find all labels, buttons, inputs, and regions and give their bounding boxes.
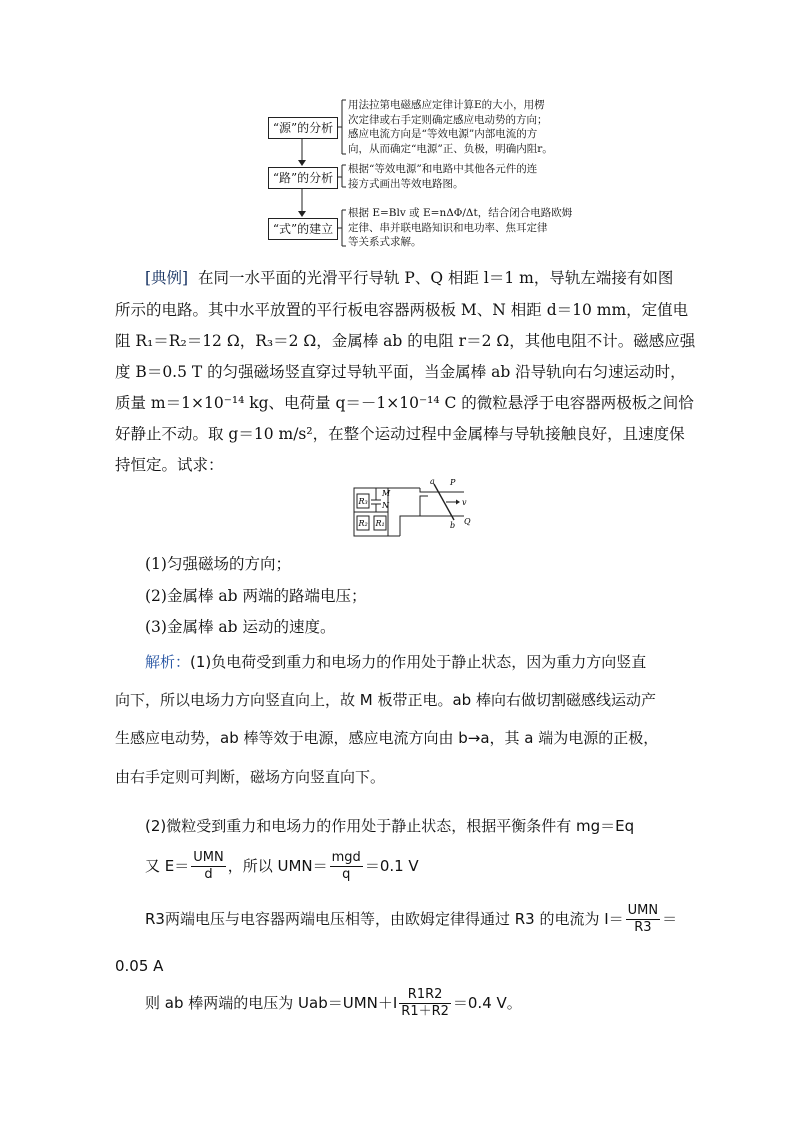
circuit-analysis-box: “路”的分析 bbox=[268, 167, 338, 189]
analysis-flow-diagram bbox=[262, 96, 573, 256]
question-2: (2)金属棒 ab 两端的路端电压； bbox=[145, 587, 367, 605]
equation-box: “式”的建立 bbox=[268, 218, 338, 240]
example-line-2: 所示的电路。其中水平放置的平行板电容器两极板 M、N 相距 d＝10 mm，定值电 bbox=[115, 301, 689, 319]
desc-line: 用法拉第电磁感应定律计算E的大小，用楞 bbox=[348, 99, 545, 111]
desc-line: 根据 E=Blv 或 E=nΔΦ/Δt，结合闭合电路欧姆 bbox=[348, 207, 573, 219]
label-r3: R₃ bbox=[358, 497, 368, 506]
solution-current-eq bbox=[145, 903, 721, 936]
example-line-5: 质量 m＝1×10⁻¹⁴ kg、电荷量 q＝－1×10⁻¹⁴ C 的微粒悬浮于电容器两极板之间恰 bbox=[115, 394, 694, 412]
solution-line-2: 向下，所以电场力方向竖直向上，故 M 板带正电。ab 棒向右做切割磁感线运动产 bbox=[115, 691, 656, 709]
label-a: a bbox=[430, 477, 435, 486]
solution-current-value: 0.05 A bbox=[115, 957, 164, 975]
label-r2: R₂ bbox=[358, 519, 368, 528]
eq-text: ，所以 UMN＝ bbox=[227, 857, 328, 875]
desc-line: 次定律或右手定则确定感应电动势的方向； bbox=[348, 113, 548, 126]
example-lead: [典例] bbox=[145, 269, 189, 287]
eq-text: R3两端电压与电容器两端电压相等，由欧姆定律得通过 R3 的电流为 I＝ bbox=[145, 910, 624, 928]
eq-text: 又 E＝ bbox=[145, 857, 190, 875]
solution-keyword: 解析： bbox=[145, 653, 191, 671]
eq-text: ＝0.4 V。 bbox=[452, 994, 522, 1012]
label-n: N bbox=[382, 501, 389, 510]
example-line-3: 阻 R₁＝R₂＝12 Ω，R₃＝2 Ω，金属棒 ab 的电阻 r＝2 Ω，其他电阻不计。磁感应强 bbox=[115, 332, 696, 350]
desc-line: 根据“等效电源”和电路中其他各元件的连 bbox=[348, 163, 538, 175]
desc-line: 定律、串并联电路知识和电功率、焦耳定律 bbox=[348, 221, 548, 234]
equation-desc bbox=[348, 206, 572, 250]
fraction-mgd-q bbox=[330, 850, 363, 883]
solution-line-1 bbox=[145, 651, 721, 672]
eq-text: ＝0.1 V bbox=[364, 857, 419, 875]
label-r1: R₁ bbox=[375, 519, 385, 528]
desc-line: 感应电流方向是“等效电源”内部电流的方 bbox=[348, 128, 538, 140]
desc-line: 接方式画出等效电路图。 bbox=[348, 177, 464, 190]
frac-num: UMN bbox=[193, 850, 224, 865]
eq-text: 则 ab 棒两端的电压为 Uab＝UMN＋I bbox=[145, 994, 398, 1012]
solution-line-3: 生感应电动势，ab 棒等效于电源，感应电流方向由 b→a，其 a 端为电源的正极， bbox=[115, 729, 659, 747]
frac-num: mgd bbox=[331, 850, 361, 865]
label-b: b bbox=[450, 521, 456, 530]
fraction-r1r2 bbox=[399, 987, 451, 1020]
label-v: v bbox=[462, 498, 467, 507]
frac-num: UMN bbox=[627, 903, 659, 918]
example-text: 在同一水平面的光滑平行导轨 P、Q 相距 l＝1 m，导轨左端接有如图 bbox=[197, 269, 674, 287]
fraction-umn-d bbox=[191, 850, 225, 883]
frac-den: d bbox=[204, 867, 213, 882]
desc-line: 向，从而确定“电源”正、负极，明确内阻r。 bbox=[348, 142, 553, 155]
source-analysis-desc bbox=[348, 98, 553, 156]
fraction-umn-r3 bbox=[626, 903, 660, 936]
source-analysis-box: “源”的分析 bbox=[268, 117, 338, 139]
solution-voltage-eq bbox=[145, 987, 721, 1020]
example-line-6: 好静止不动。取 g＝10 m/s²，在整个运动过程中金属棒与导轨接触良好，且速度保 bbox=[115, 425, 685, 443]
question-1: (1)匀强磁场的方向； bbox=[145, 555, 291, 573]
desc-line: 等关系式求解。 bbox=[348, 236, 422, 248]
circuit-analysis-desc bbox=[348, 162, 537, 191]
label-m: M bbox=[382, 489, 391, 498]
eq-text: ＝ bbox=[662, 910, 678, 928]
label-q: Q bbox=[464, 517, 471, 526]
frac-den: q bbox=[342, 867, 351, 882]
solution-equilibrium: (2)微粒受到重力和电场力的作用处于静止状态，根据平衡条件有 mg＝Eq bbox=[145, 817, 635, 835]
label-p: P bbox=[450, 478, 456, 487]
frac-num: R1R2 bbox=[399, 987, 451, 1004]
frac-den: R3 bbox=[634, 920, 652, 935]
example-line-4: 度 B＝0.5 T 的匀强磁场竖直穿过导轨平面，当金属棒 ab 沿导轨向右匀速运动时， bbox=[115, 363, 686, 381]
solution-line-4: 由右手定则可判断，磁场方向竖直向下。 bbox=[115, 768, 386, 786]
example-line-1 bbox=[145, 266, 721, 288]
frac-den: R1＋R2 bbox=[401, 1004, 449, 1019]
example-line-7: 持恒定。试求： bbox=[115, 456, 224, 474]
solution-field-eq bbox=[145, 850, 721, 883]
question-3: (3)金属棒 ab 运动的速度。 bbox=[145, 618, 336, 636]
circuit-diagram bbox=[350, 476, 480, 540]
solution-text: (1)负电荷受到重力和电场力的作用处于静止状态，因为重力方向竖直 bbox=[190, 653, 647, 671]
